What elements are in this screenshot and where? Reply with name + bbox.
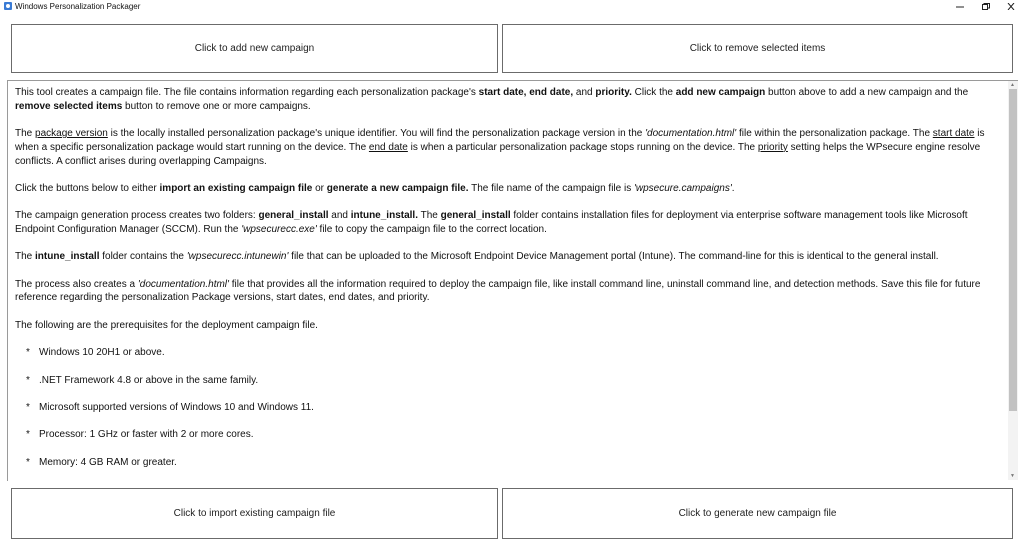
list-item: * Microsoft supported versions of Windows 10 and Windows 11. [26,402,314,414]
window-title: Windows Personalization Packager [15,2,141,11]
instructions-panel [7,80,1018,481]
list-item: * .NET Framework 4.8 or above in the same family. [26,374,259,386]
list-item: * Memory: 4 GB RAM or greater. [26,456,177,468]
remove-selected-button[interactable]: Click to remove selected items [502,24,1013,73]
minimize-icon [956,3,964,10]
import-campaign-button[interactable]: Click to import existing campaign file [11,488,498,539]
generate-campaign-button[interactable]: Click to generate new campaign file [502,488,1013,539]
prerequisites-list [15,346,1000,469]
app-icon [3,1,13,11]
add-campaign-button[interactable]: Click to add new campaign [11,24,498,73]
folders-paragraph: The campaign generation process creates two folders: general_install and intune_install. The general_install folder contains installation files for deployment via enterprise software management tools like Microsoft Endpoint Configuration Manager (SCCM). Run the 'wpsecurecc.exe' file to copy the campaign file to the correct location. [15,210,968,235]
scroll-down-icon[interactable]: ▼ [1010,473,1015,479]
documentation-paragraph: The process also creates a 'documentation.html' file that provides all the information required to deploy the campaign file, like install command line, uninstall command line, and detection methods. Save this file for future reference regarding the personalization Package versions, start dates, end dates, and priority. [15,278,981,304]
prerequisites-heading: The following are the prerequisites for the deployment campaign file. [15,319,318,331]
list-item: * Processor: 1 GHz or faster with 2 or more cores. [26,429,254,441]
title-bar [0,0,1024,14]
buttons-paragraph: Click the buttons below to either import an existing campaign file or generate a new campaign file. The file name of the campaign file is 'wpsecure.campaigns'. [15,182,735,194]
vertical-scrollbar[interactable] [1008,81,1018,480]
close-icon [1007,3,1015,10]
restore-icon [982,3,990,10]
definitions-paragraph: The package version is the locally installed personalization package's unique identifier. You will find the personalization package version in the 'documentation.html' file within the personalization package. The start date is when a specific personalization package would start running on the device. The end date is when a particular personalization package stops running on the device. The priority setting helps the WPsecure engine resolve conflicts. A conflict arises during overlapping Campaigns. [15,128,985,167]
intro-paragraph: This tool creates a campaign file. The file contains information regarding each personalization package's start date, end date, and priority. Click the add new campaign button above to add a new campaign and the remove selected items button to remove one or more campaigns. [15,87,969,112]
intune-paragraph: The intune_install folder contains the 'wpsecurecc.intunewin' file that can be uploaded to the Microsoft Endpoint Device Management portal (Intune). The command-line for this is identical to the general install. [15,251,939,263]
scroll-up-icon[interactable]: ▲ [1010,82,1015,88]
scrollbar-thumb[interactable] [1009,89,1017,411]
list-item: * Windows 10 20H1 or above. [26,347,165,359]
instructions-text [15,86,1000,481]
minimize-button[interactable] [947,0,973,13]
close-button[interactable] [998,0,1024,13]
restore-button[interactable] [973,0,999,13]
